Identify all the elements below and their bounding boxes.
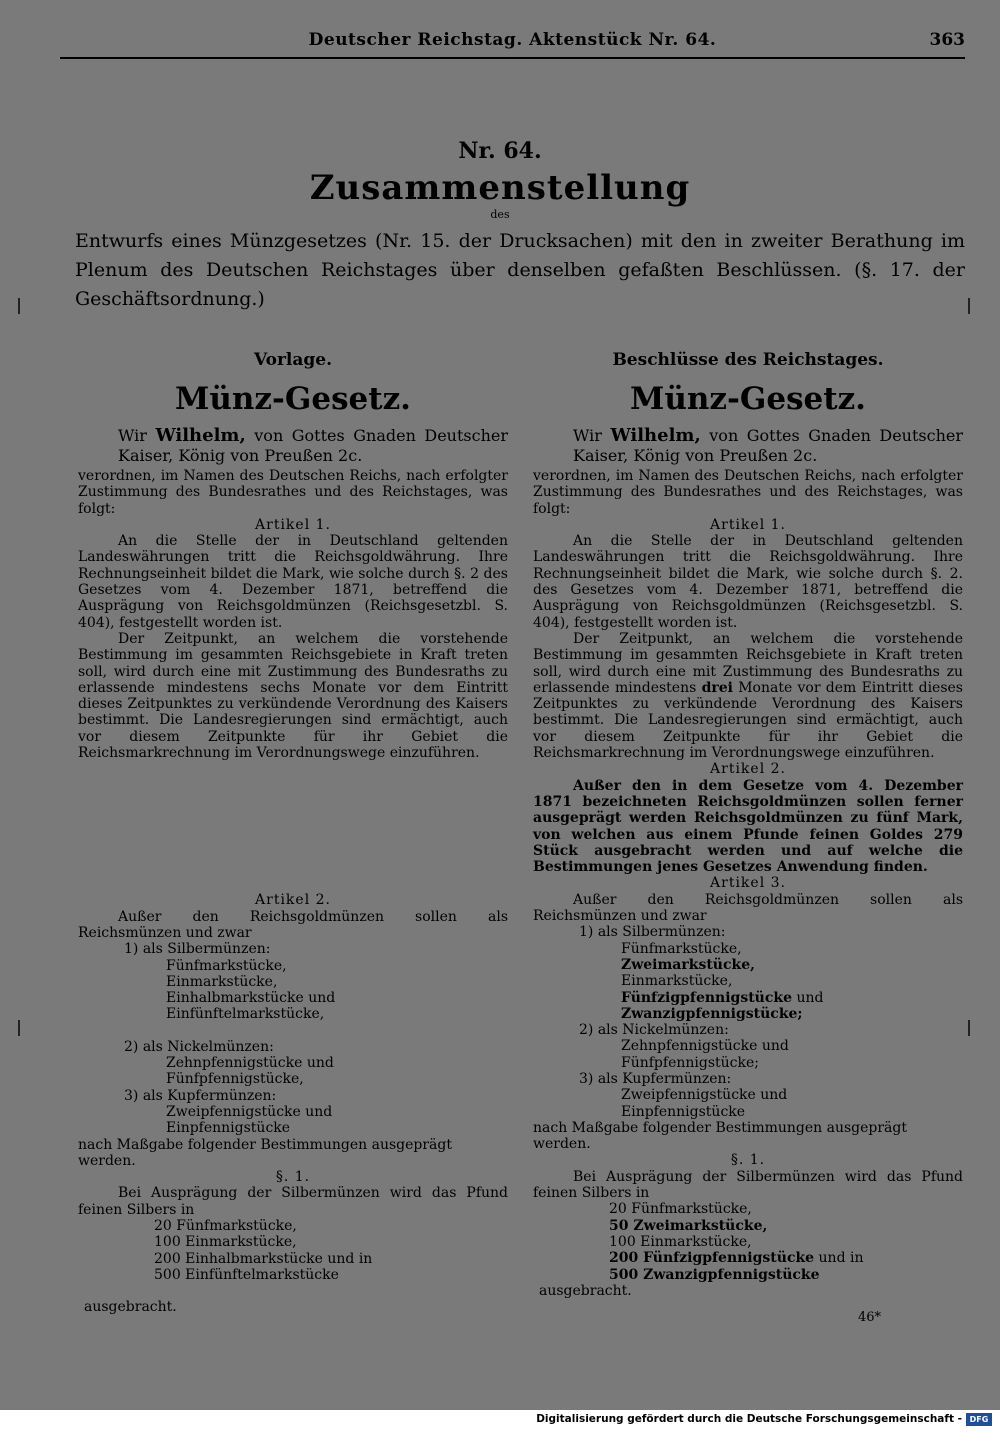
- list-item: 500 Einfünftelmarkstücke: [154, 1266, 339, 1283]
- sheet-signature: 46*: [858, 1310, 882, 1325]
- article-title: Artikel 2.: [710, 761, 786, 778]
- header-rule: [60, 57, 965, 59]
- preamble-rest: von Gottes Gnaden Deutscher Kaiser, König von Preußen 2c.: [118, 426, 509, 465]
- article-paragraph: An die Stelle der in Deutschland geltenden Landeswährungen tritt die Reichsgoldwährung. Ihre Rechnungseinheit bildet die Mark, wie solche durch §. 2. des Gesetzes vom 4. Dezember 1871, betreffend die Ausprägung von Reichsgoldmünzen (Reichsgesetzbl. S. 404), festgestellt worden ist.: [533, 533, 963, 631]
- preamble: [573, 426, 963, 466]
- list-item: Zweipfennigstücke und: [621, 1087, 788, 1104]
- preamble-name: Wilhelm,: [610, 425, 701, 446]
- list-item: 20 Fünfmarkstücke,: [154, 1217, 297, 1234]
- article-paragraph: Der Zeitpunkt, an welchem die vorstehende Bestimmung im gesammten Reichsgebiete in Kraft treten soll, wird durch eine mit Zustimmung des Bundesraths zu erlassende mindestens sechs Monate vor dem Eintritt dieses Zeitpunktes zu verkündende Verordnung des Kaisers bestimmt. Die Landesregierungen sind ermächtigt, auch vor diesem Zeitpunkte für ihr Gebiet die Reichsmarkrechnung im Verordnungswege einzuführen.: [78, 630, 508, 762]
- changed-text: Fünfzigpfennigstücke: [621, 989, 792, 1006]
- preamble-name: Wilhelm,: [155, 425, 246, 446]
- scan-mark: [968, 1020, 970, 1036]
- dfg-credit: Digitalisierung gefördert durch die Deutsche Forschungsgemeinschaft -: [536, 1413, 962, 1425]
- dfg-logo: DFG: [966, 1413, 992, 1426]
- list-item: 3) als Kupfermünzen:: [124, 1087, 277, 1104]
- column-vorlage: [78, 346, 508, 1315]
- list-item: Zweimarkstücke,: [621, 956, 755, 973]
- list-item: [533, 990, 963, 1006]
- preamble-wir: Wir: [573, 426, 602, 445]
- running-title: Deutscher Reichstag. Aktenstück Nr. 64.: [308, 30, 717, 50]
- list-item: 3) als Kupfermünzen:: [579, 1070, 732, 1087]
- law-title: Münz-Gesetz.: [630, 381, 866, 417]
- document-subtitle: Entwurfs eines Münzgesetzes (Nr. 15. der Drucksachen) mit den in zweiter Berathung im Plenum des Deutschen Reichstages über denselben gefaßten Beschlüssen. (§. 17. der Geschäftsordnung.): [75, 230, 965, 310]
- section-paragraph: Bei Ausprägung der Silbermünzen wird das Pfund feinen Silbers in: [78, 1185, 508, 1218]
- list-item: Fünfpfennigstücke;: [621, 1054, 759, 1071]
- scan-mark: [18, 1020, 20, 1036]
- list-item: Einmarkstücke,: [621, 973, 733, 990]
- page-header: [60, 30, 965, 56]
- list-item: 1) als Silbermünzen:: [579, 924, 726, 941]
- section-paragraph: Bei Ausprägung der Silbermünzen wird das Pfund feinen Silbers in: [533, 1168, 963, 1202]
- article-title: Artikel 3.: [710, 875, 786, 892]
- text-run: und: [796, 989, 824, 1006]
- list-outro: nach Maßgabe folgender Bestimmungen ausgeprägt werden.: [533, 1119, 907, 1153]
- intro-paragraph: verordnen, im Namen des Deutschen Reichs, nach erfolgter Zustimmung des Bundesrathes und des Reichstages, was folgt:: [533, 468, 963, 517]
- list-item: Zweipfennigstücke und: [166, 1103, 333, 1120]
- section-title: §. 1.: [275, 1169, 311, 1186]
- list-item: 50 Zweimarkstücke,: [609, 1217, 768, 1234]
- preamble-rest: von Gottes Gnaden Deutscher Kaiser, König von Preußen 2c.: [573, 426, 964, 465]
- list-item: Fünfmarkstücke,: [621, 940, 742, 957]
- spacer: [78, 761, 508, 892]
- article-paragraph: Außer den Reichsgoldmünzen sollen als Reichsmünzen und zwar: [533, 891, 963, 925]
- closing-word: ausgebracht.: [539, 1282, 632, 1299]
- intro-paragraph: verordnen, im Namen des Deutschen Reichs, nach erfolgter Zustimmung des Bundesrathes und des Reichstages, was folgt:: [78, 468, 508, 517]
- article-paragraph: [533, 631, 963, 761]
- list-item: 500 Zwanzigpfennigstücke: [609, 1266, 820, 1283]
- document-title: Zusammenstellung: [309, 168, 691, 208]
- list-item: 20 Fünfmarkstücke,: [609, 1201, 752, 1218]
- text-run: Monate vor dem Eintritt dieses Zeitpunktes zu verkündende Verordnung des Kaisers bestimmt. Die Landesregierungen sind ermächtigt, auch vor diesem Zeitpunkte für ihr Gebiet die Reichsmarkrechnung im Verordnungswege einzuführen.: [533, 679, 963, 762]
- document-number: Nr. 64.: [458, 138, 542, 164]
- list-item: 200 Einhalbmarkstücke und in: [154, 1250, 373, 1267]
- new-article-paragraph: Außer den in dem Gesetze vom 4. Dezember 1871 bezeichneten Reichsgoldmünzen sollen ferner ausgeprägt werden Reichsgoldmünzen zu fünf Mark, von welchen aus einem Pfunde feinen Goldes 279 Stück ausgebracht werden und auf welche die Bestimmungen jenes Gesetzes Anwendung finden.: [533, 777, 963, 876]
- preamble-wir: Wir: [118, 426, 147, 445]
- list-item: Einfünftelmarkstücke,: [166, 1006, 325, 1023]
- list-item: Einmarkstücke,: [166, 973, 278, 990]
- list-item: 100 Einmarkstücke,: [154, 1234, 297, 1251]
- section-title: §. 1.: [730, 1152, 766, 1169]
- list-item: Zehnpfennigstücke und: [621, 1038, 789, 1055]
- article-paragraph: Außer den Reichsgoldmünzen sollen als Reichsmünzen und zwar: [78, 908, 508, 941]
- article-title: Artikel 1.: [710, 516, 786, 533]
- document-des: des: [490, 208, 510, 221]
- preamble: [118, 426, 508, 466]
- spacer: [78, 1023, 508, 1039]
- list-item: [533, 1250, 963, 1266]
- text-run: Der Zeitpunkt, an welchem die vorstehende Bestimmung im gesammten Reichsgebiete in Kraft treten soll, wird durch eine mit Zustimmung des Bundesraths zu erlassende mindestens: [533, 630, 963, 696]
- changed-text: 200 Fünfzigpfennigstücke: [609, 1250, 815, 1267]
- scan-mark: [18, 298, 20, 314]
- list-item: 100 Einmarkstücke,: [609, 1233, 752, 1250]
- text-run: und in: [818, 1250, 864, 1267]
- article-title: Artikel 1.: [255, 516, 331, 533]
- article-paragraph: An die Stelle der in Deutschland geltenden Landeswährungen tritt die Reichsgoldwährung. Ihre Rechnungseinheit bildet die Mark, wie solche durch §. 2 des Gesetzes vom 4. Dezember 1871, betreffend die Ausprägung von Reichsgoldmünzen (Reichsgesetzbl. S. 404), festgestellt worden ist.: [78, 533, 508, 631]
- list-item: Fünfmarkstücke,: [166, 957, 287, 974]
- article-title: Artikel 2.: [255, 892, 331, 909]
- list-item: 1) als Silbermünzen:: [124, 941, 271, 958]
- list-item: Einpfennigstücke: [166, 1120, 291, 1137]
- list-item: Zwanzigpfennigstücke;: [621, 1005, 803, 1022]
- page-number: 363: [929, 30, 965, 50]
- law-title: Münz-Gesetz.: [175, 381, 411, 417]
- list-item: Fünfpfennigstücke,: [166, 1071, 304, 1088]
- list-item: 2) als Nickelmünzen:: [124, 1038, 274, 1055]
- list-outro: nach Maßgabe folgender Bestimmungen ausgeprägt werden.: [78, 1136, 452, 1169]
- list-item: Einpfennigstücke: [621, 1103, 746, 1120]
- changed-text: drei: [701, 679, 733, 696]
- column-heading: Beschlüsse des Reichstages.: [612, 350, 884, 370]
- list-item: Einhalbmarkstücke und: [166, 990, 336, 1007]
- closing-word: ausgebracht.: [84, 1299, 177, 1316]
- spacer: [78, 1283, 508, 1299]
- list-item: Zehnpfennigstücke und: [166, 1055, 334, 1072]
- list-item: 2) als Nickelmünzen:: [579, 1022, 729, 1039]
- scan-mark: [968, 298, 970, 314]
- column-beschluesse: [533, 346, 963, 1299]
- column-heading: Vorlage.: [253, 350, 333, 370]
